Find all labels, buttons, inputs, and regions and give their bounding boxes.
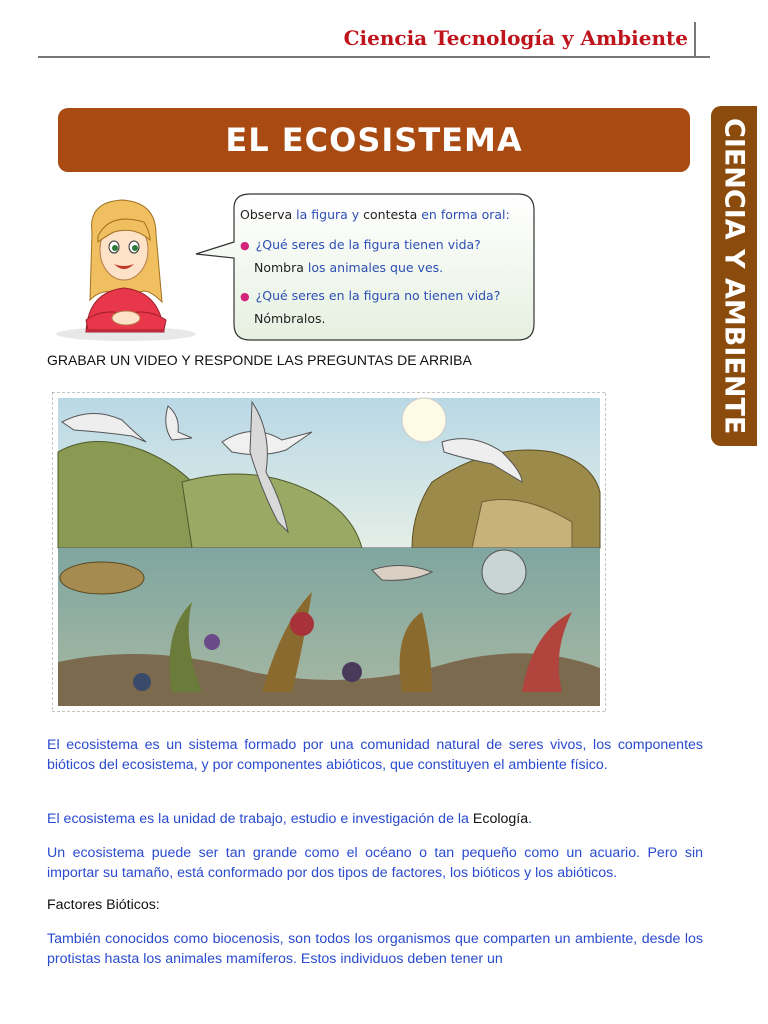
side-tab [711, 106, 757, 446]
paragraph-bioticos: También conocidos como biocenosis, son todos los organismos que comparten un ambiente, desde los protistas hasta los animales mamíferos. Estos individuos deben tener un [47, 931, 703, 967]
page-title: EL ECOSISTEMA [225, 121, 523, 159]
bubble-intro-d: en forma oral: [421, 207, 510, 222]
bubble-q1-follow-b: los animales que ves. [307, 260, 444, 275]
header-divider-vertical [694, 22, 696, 56]
paragraph-ecology-c: . [528, 811, 533, 827]
bubble-intro-a: Observa [240, 207, 297, 222]
bubble-q1-follow-a: Nombra [254, 260, 308, 275]
girl-illustration [52, 192, 200, 342]
ecosystem-illustration [52, 392, 606, 712]
bubble-question-1: ¿Qué seres de la figura tienen vida? [255, 237, 481, 252]
bullet-dot-icon: ● [240, 290, 250, 303]
section-heading-bioticos: Factores Bióticos: [47, 897, 160, 913]
paragraph-size: Un ecosistema puede ser tan grande como el océano o tan pequeño como un acuario. Pero sin importar su tamaño, está conformado por dos tipos de factores, los bióticos y los abióticos. [47, 845, 703, 881]
bubble-question-2: ¿Qué seres en la figura no tienen vida? [255, 288, 501, 303]
header-title: Ciencia Tecnología y Ambiente [343, 26, 688, 50]
paragraph-ecology [47, 809, 703, 829]
side-tab-label: CIENCIA Y AMBIENTE [718, 117, 750, 435]
bubble-intro-c: contesta [363, 207, 422, 222]
bubble-q2-follow: Nómbralos. [254, 311, 326, 326]
paragraph-ecology-term: Ecología [472, 811, 529, 827]
bubble-intro-b: la figura y [296, 207, 364, 222]
title-banner [58, 108, 690, 172]
paragraph-ecology-a: El ecosistema es la unidad de trabajo, estudio e investigación de la [47, 811, 473, 827]
paragraph-definition: El ecosistema es un sistema formado por una comunidad natural de seres vivos, los componentes bióticos del ecosistema, y por componentes abióticos, que constituyen el ambiente físico. [47, 737, 703, 773]
bullet-dot-icon: ● [240, 239, 250, 252]
video-instruction: GRABAR UN VIDEO Y RESPONDE LAS PREGUNTAS DE ARRIBA [47, 352, 472, 368]
header-divider-horizontal [38, 56, 710, 58]
